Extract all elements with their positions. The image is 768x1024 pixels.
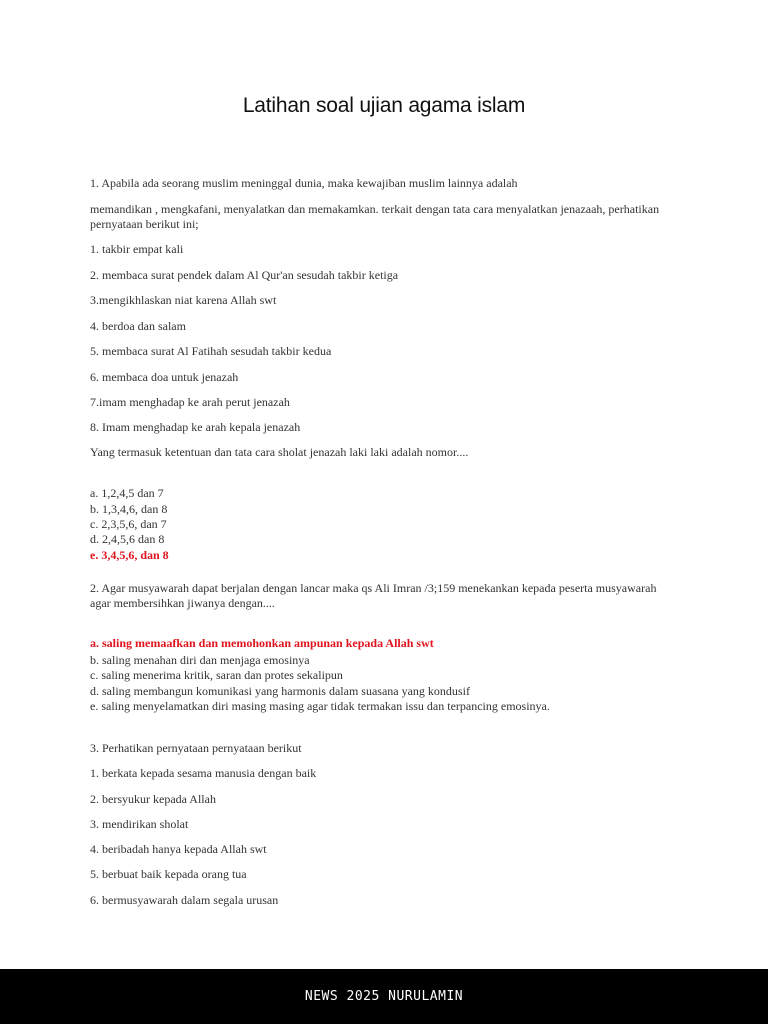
q1-option-d: d. 2,4,5,6 dan 8: [90, 532, 165, 546]
q1-option-c: c. 2,3,5,6, dan 7: [90, 517, 167, 531]
q3-statement-4: 4. beribadah hanya kepada Allah swt: [90, 842, 267, 856]
q3-statement-2: 2. bersyukur kepada Allah: [90, 792, 216, 806]
question-2: 2. Agar musyawarah dapat berjalan dengan lancar maka qs Ali Imran /3;159 menekankan kepada peserta musyawarah agar membersihkan jiwanya dengan....: [90, 581, 657, 610]
question-1: 1. Apabila ada seorang muslim meninggal dunia, maka kewajiban muslim lainnya adalah: [90, 176, 518, 190]
footer-text: NEWS 2025 NURULAMIN: [304, 989, 464, 1004]
q1-statement-1: 1. takbir empat kali: [90, 242, 184, 256]
q3-statement-3: 3. mendirikan sholat: [90, 817, 189, 831]
q1-statement-6: 6. membaca doa untuk jenazah: [90, 370, 239, 384]
footer-banner: [0, 969, 768, 1024]
q1-statement-5: 5. membaca surat Al Fatihah sesudah takbir kedua: [90, 344, 332, 358]
q1-option-b: b. 1,3,4,6, dan 8: [90, 502, 168, 516]
q2-option-a-answer: a. saling memaafkan dan memohonkan ampunan kepada Allah swt: [90, 636, 434, 650]
q2-option-d: d. saling membangun komunikasi yang harmonis dalam suasana yang kondusif: [90, 684, 470, 698]
q2-option-c: c. saling menerima kritik, saran dan protes sekalipun: [90, 668, 343, 682]
q3-statement-5: 5. berbuat baik kepada orang tua: [90, 867, 247, 881]
q2-option-e: e. saling menyelamatkan diri masing masing agar tidak termakan issu dan terpancing emosinya.: [90, 699, 550, 713]
page-title: Latihan soal ujian agama islam: [242, 94, 526, 117]
question-1-context: memandikan , mengkafani, menyalatkan dan memakamkan. terkait dengan tata cara menyalatkan jenazaah, perhatikan pernyataan berikut ini;: [90, 202, 660, 231]
q1-statement-4: 4. berdoa dan salam: [90, 319, 186, 333]
q2-option-b: b. saling menahan diri dan menjaga emosinya: [90, 653, 310, 667]
q1-statement-3: 3.mengikhlaskan niat karena Allah swt: [90, 293, 277, 307]
q1-statement-8: 8. Imam menghadap ke arah kepala jenazah: [90, 420, 301, 434]
q1-option-e-answer: e. 3,4,5,6, dan 8: [90, 548, 169, 562]
q3-statement-1: 1. berkata kepada sesama manusia dengan baik: [90, 766, 317, 780]
question-1-prompt: Yang termasuk ketentuan dan tata cara sholat jenazah laki laki adalah nomor....: [90, 445, 469, 459]
q3-statement-6: 6. bermusyawarah dalam segala urusan: [90, 893, 279, 907]
q1-statement-7: 7.imam menghadap ke arah perut jenazah: [90, 395, 290, 409]
q1-statement-2: 2. membaca surat pendek dalam Al Qur'an sesudah takbir ketiga: [90, 268, 399, 282]
question-3: 3. Perhatikan pernyataan pernyataan berikut: [90, 741, 302, 755]
q1-option-a: a. 1,2,4,5 dan 7: [90, 486, 164, 500]
